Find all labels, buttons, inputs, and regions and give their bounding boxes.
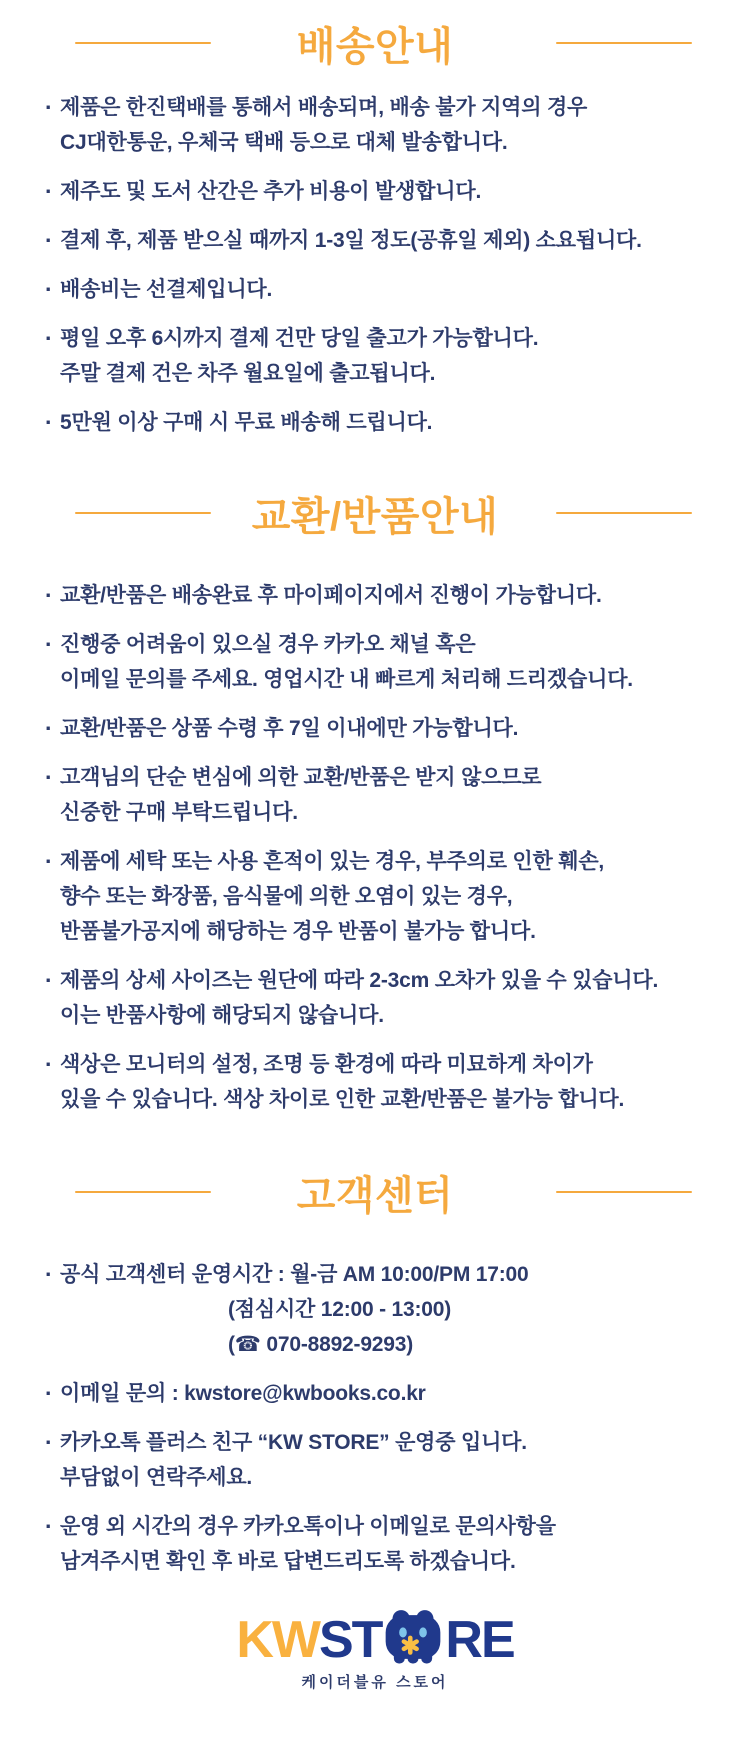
list-item <box>60 1425 750 1495</box>
section-title: 고객센터 <box>296 1173 454 1218</box>
logo-text-kw: KW <box>236 1611 319 1669</box>
text-line: · 배송비는 선결제입니다. <box>60 278 273 301</box>
text-line: 신중한 구매 부탁드립니다. <box>60 801 298 824</box>
text-line: · 운영 외 시간의 경우 카카오톡이나 이메일로 문의사항을 <box>60 1515 556 1538</box>
text-line: · 진행중 어려움이 있으실 경우 카카오 채널 혹은 <box>60 633 476 656</box>
list-item <box>60 844 750 949</box>
list-item <box>60 223 750 258</box>
text-line: · 제품에 세탁 또는 사용 흔적이 있는 경우, 부주의로 인한 훼손, <box>60 850 605 873</box>
text-line: · 교환/반품은 상품 수령 후 7일 이내에만 가능합니다. <box>60 717 519 740</box>
list-item <box>60 1047 750 1117</box>
text-line: · 제품은 한진택배를 통해서 배송되며, 배송 불가 지역의 경우 <box>60 96 588 119</box>
text-line: · 평일 오후 6시까지 결제 건만 당일 출고가 가능합니다. <box>60 327 539 350</box>
section-1 <box>0 486 750 1117</box>
text-line: · 교환/반품은 배송완료 후 마이페이지에서 진행이 가능합니다. <box>60 584 602 607</box>
bullet-list <box>0 1257 750 1579</box>
sections <box>0 16 750 1579</box>
text-line: 반품불가공지에 해당하는 경우 반품이 불가능 합니다. <box>60 920 536 943</box>
text-line: 이메일 문의를 주세요. 영업시간 내 빠르게 처리해 드리겠습니다. <box>60 668 633 691</box>
section-title: 배송안내 <box>296 24 454 69</box>
text-line: 이는 반품사항에 해당되지 않습니다. <box>60 1004 384 1027</box>
section-header <box>0 486 750 540</box>
text-line: · 제주도 및 도서 산간은 추가 비용이 발생합니다. <box>60 180 482 203</box>
kwstore-logo <box>0 1609 750 1692</box>
list-item <box>60 1509 750 1579</box>
decorative-line-left-icon <box>75 1191 211 1193</box>
text-line: · 결제 후, 제품 받으실 때까지 1-3일 정도(공휴일 제외) 소요됩니다. <box>60 229 642 252</box>
text-line: · 색상은 모니터의 설정, 조명 등 환경에 따라 미묘하게 차이가 <box>60 1053 593 1076</box>
text-line: 향수 또는 화장품, 음식물에 의한 오염이 있는 경우, <box>60 885 513 908</box>
list-item <box>60 272 750 307</box>
decorative-line-left-icon <box>75 512 211 514</box>
list-item <box>60 90 750 160</box>
bullet-list <box>0 90 750 440</box>
list-item <box>60 711 750 746</box>
text-line: · 5만원 이상 구매 시 무료 배송해 드립니다. <box>60 411 433 434</box>
bear-mascot-icon <box>382 1606 444 1668</box>
list-item <box>60 174 750 209</box>
text-line: (점심시간 12:00 - 13:00) <box>228 1298 452 1321</box>
list-item <box>60 1257 750 1362</box>
text-line: CJ대한통운, 우체국 택배 등으로 대체 발송합니다. <box>60 131 508 154</box>
text-line: 부담없이 연락주세요. <box>60 1466 253 1489</box>
list-item <box>60 627 750 697</box>
text-line: · 카카오톡 플러스 친구 “KW STORE” 운영중 입니다. <box>60 1431 527 1454</box>
section-title: 교환/반품안내 <box>251 494 499 539</box>
decorative-line-right-icon <box>556 1191 692 1193</box>
decorative-line-left-icon <box>75 42 211 44</box>
section-header <box>0 1165 750 1219</box>
decorative-line-right-icon <box>556 42 692 44</box>
star-icon <box>404 1638 417 1653</box>
text-line: 남겨주시면 확인 후 바로 답변드리도록 하겠습니다. <box>60 1550 516 1573</box>
list-item <box>60 578 750 613</box>
text-line: 주말 결제 건은 차주 월요일에 출고됩니다. <box>60 362 436 385</box>
logo-text-st: ST <box>318 1611 382 1669</box>
bullet-list <box>0 578 750 1117</box>
decorative-line-right-icon <box>556 512 692 514</box>
text-line: 있을 수 있습니다. 색상 차이로 인한 교환/반품은 불가능 합니다. <box>60 1088 625 1111</box>
text-line: (☎ 070-8892-9293) <box>228 1333 414 1356</box>
section-0 <box>0 16 750 440</box>
list-item <box>60 1376 750 1411</box>
text-line: · 이메일 문의 : kwstore@kwbooks.co.kr <box>60 1382 426 1405</box>
list-item <box>60 405 750 440</box>
text-line: · 제품의 상세 사이즈는 원단에 따라 2-3cm 오차가 있을 수 있습니다. <box>60 969 659 992</box>
logo-subtitle: 케이더블유 스토어 <box>301 1674 449 1691</box>
list-item <box>60 963 750 1033</box>
section-2 <box>0 1165 750 1579</box>
section-header <box>0 16 750 70</box>
list-item <box>60 760 750 830</box>
logo-row <box>0 1609 750 1671</box>
text-line: · 공식 고객센터 운영시간 : 월-금 AM 10:00/PM 17:00 <box>60 1263 529 1286</box>
text-line: · 고객님의 단순 변심에 의한 교환/반품은 받지 않으므로 <box>60 766 542 789</box>
logo-text-re: RE <box>445 1611 514 1669</box>
list-item <box>60 321 750 391</box>
